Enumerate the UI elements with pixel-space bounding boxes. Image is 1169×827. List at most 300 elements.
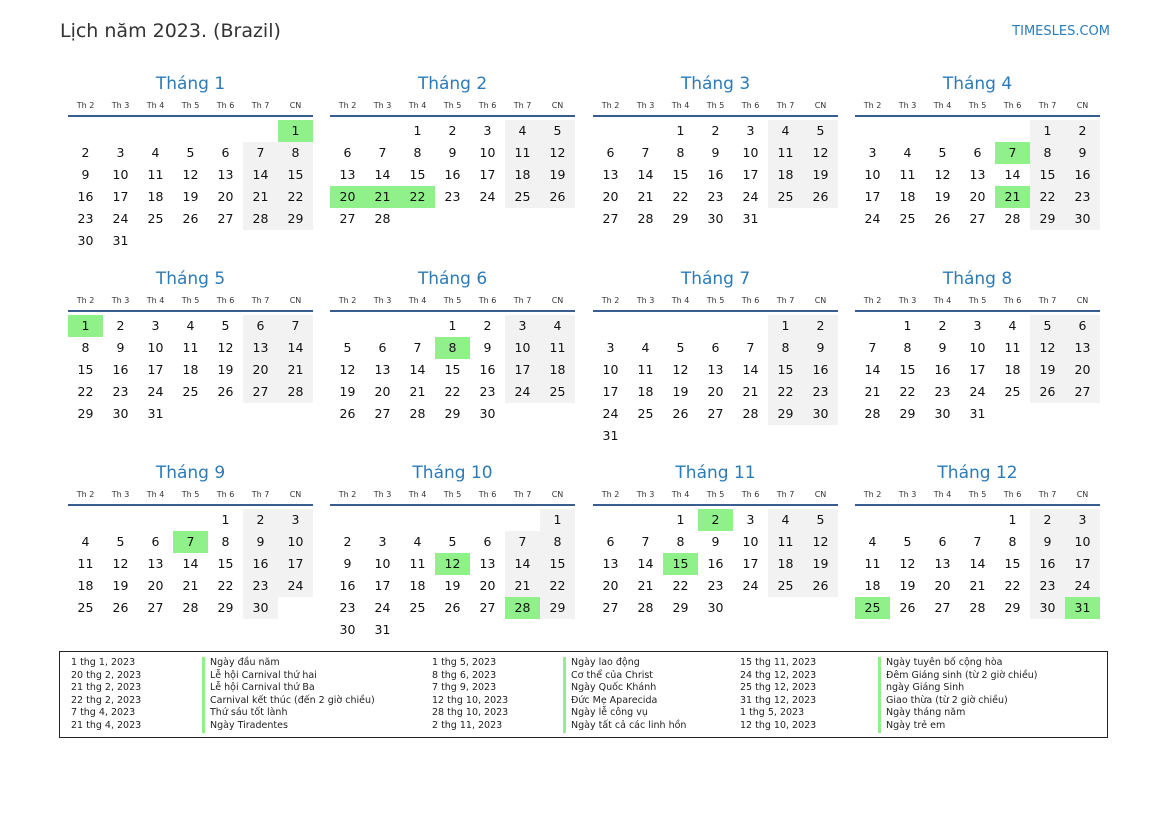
day-cell: 3 <box>378 534 387 549</box>
day-cell: 4 <box>903 145 912 160</box>
weekday-header: Th 5 <box>706 490 725 499</box>
day-cell: 3 <box>868 145 877 160</box>
day-cell: 31 <box>969 406 986 421</box>
day-cell: 20 <box>147 578 164 593</box>
day-cell: 9 <box>938 340 947 355</box>
day-cell: 14 <box>243 164 278 186</box>
month-day-grid <box>855 488 1100 619</box>
day-cell: 3 <box>1065 509 1100 531</box>
empty-day-cell <box>365 509 400 531</box>
day-cell: 24 <box>505 381 540 403</box>
day-cell: 22 <box>768 381 803 403</box>
month-title: Tháng 2 <box>417 74 488 94</box>
site-link[interactable]: TIMESLES.COM <box>1012 24 1110 39</box>
month-day-grid <box>330 488 575 641</box>
day-cell: 15 <box>444 362 461 377</box>
empty-day-cell <box>855 509 890 531</box>
legend-date: 7 thg 4, 2023 <box>71 707 136 719</box>
day-cell: 26 <box>112 600 129 615</box>
header-divider <box>855 504 1100 506</box>
day-cell: 1 <box>413 123 422 138</box>
day-cell: 6 <box>606 145 615 160</box>
month-9 <box>68 462 313 619</box>
header-divider <box>593 115 838 117</box>
weekday-header: Th 2 <box>863 296 882 305</box>
day-cell: 5 <box>186 145 195 160</box>
day-cell: 4 <box>868 534 877 549</box>
day-cell: 18 <box>77 578 94 593</box>
weekday-header: CN <box>551 101 564 110</box>
weekday-header: Th 2 <box>601 490 620 499</box>
day-cell: 28 <box>637 600 654 615</box>
day-cell: 15 <box>540 553 575 575</box>
day-cell: 7 <box>746 340 755 355</box>
day-cell: 16 <box>1030 553 1065 575</box>
day-cell: 17 <box>112 189 129 204</box>
day-cell: 15 <box>768 359 803 381</box>
day-cell: 27 <box>243 381 278 403</box>
empty-day-cell <box>68 120 103 142</box>
day-cell: 24 <box>1065 575 1100 597</box>
day-cell: 20 <box>374 384 391 399</box>
day-cell: 7 <box>243 142 278 164</box>
day-cell: 12 <box>112 556 129 571</box>
day-cell: 13 <box>602 556 619 571</box>
day-cell: 23 <box>803 381 838 403</box>
day-cell: 14 <box>182 556 199 571</box>
legend-holiday-name: Carnival kết thúc (đến 2 giờ chiều) <box>202 695 375 708</box>
day-cell: 25 <box>768 575 803 597</box>
day-cell: 1 <box>903 318 912 333</box>
day-cell: 15 <box>409 167 426 182</box>
day-cell: 1 <box>448 318 457 333</box>
day-cell: 29 <box>540 597 575 619</box>
empty-day-cell <box>960 120 995 142</box>
day-cell: 19 <box>1030 359 1065 381</box>
day-cell: 29 <box>278 208 313 230</box>
day-cell: 23 <box>1065 186 1100 208</box>
day-cell: 12 <box>803 142 838 164</box>
day-cell: 28 <box>182 600 199 615</box>
day-cell: 2 <box>1065 120 1100 142</box>
day-cell: 6 <box>606 534 615 549</box>
day-cell: 26 <box>672 406 689 421</box>
day-cell: 24 <box>147 384 164 399</box>
weekday-header: Th 6 <box>741 296 760 305</box>
day-cell: 23 <box>339 600 356 615</box>
day-cell: 16 <box>243 553 278 575</box>
header-divider <box>68 504 313 506</box>
day-cell: 8 <box>413 145 422 160</box>
day-cell: 16 <box>803 359 838 381</box>
weekday-header: Th 4 <box>671 101 690 110</box>
empty-day-cell <box>890 120 925 142</box>
day-cell: 3 <box>116 145 125 160</box>
month-day-grid <box>855 294 1100 425</box>
empty-day-cell <box>593 509 628 531</box>
weekday-header: CN <box>814 101 827 110</box>
empty-day-cell <box>925 509 960 531</box>
holiday-day-cell: 28 <box>505 597 540 619</box>
holiday-day-cell: 21 <box>365 186 400 208</box>
empty-day-cell <box>243 120 278 142</box>
weekday-header: Th 7 <box>513 490 532 499</box>
day-cell: 19 <box>112 578 129 593</box>
day-cell: 9 <box>243 531 278 553</box>
weekday-header: Th 6 <box>741 101 760 110</box>
day-cell: 11 <box>768 142 803 164</box>
month-7 <box>593 268 838 447</box>
day-cell: 25 <box>77 600 94 615</box>
weekday-header: Th 4 <box>408 101 427 110</box>
day-cell: 2 <box>803 315 838 337</box>
day-cell: 28 <box>637 211 654 226</box>
day-cell: 3 <box>278 509 313 531</box>
month-title: Tháng 12 <box>937 463 1018 483</box>
weekday-header: Th 2 <box>76 296 95 305</box>
day-cell: 20 <box>602 578 619 593</box>
day-cell: 18 <box>147 189 164 204</box>
day-cell: 27 <box>374 406 391 421</box>
day-cell: 4 <box>81 534 90 549</box>
holiday-day-cell: 2 <box>698 509 733 531</box>
weekday-header: Th 4 <box>146 490 165 499</box>
day-cell: 17 <box>742 556 759 571</box>
legend-holiday-name: Ngày lễ công vụ <box>563 707 686 720</box>
day-cell: 3 <box>505 315 540 337</box>
day-cell: 14 <box>505 553 540 575</box>
header-divider <box>855 115 1100 117</box>
empty-day-cell <box>103 120 138 142</box>
day-cell: 3 <box>151 318 160 333</box>
day-cell: 26 <box>803 575 838 597</box>
day-cell: 1 <box>1008 512 1017 527</box>
day-cell: 4 <box>186 318 195 333</box>
day-cell: 7 <box>505 531 540 553</box>
legend-date: 24 thg 12, 2023 <box>740 669 817 681</box>
day-cell: 5 <box>938 145 947 160</box>
day-cell: 22 <box>899 384 916 399</box>
weekday-header: Th 3 <box>898 490 917 499</box>
day-cell: 27 <box>707 406 724 421</box>
day-cell: 19 <box>444 578 461 593</box>
day-cell: 5 <box>803 120 838 142</box>
day-cell: 10 <box>505 337 540 359</box>
day-cell: 12 <box>540 142 575 164</box>
empty-day-cell <box>400 509 435 531</box>
month-11 <box>593 462 838 619</box>
day-cell: 19 <box>803 164 838 186</box>
day-cell: 21 <box>742 384 759 399</box>
day-cell: 12 <box>1030 337 1065 359</box>
legend-date: 12 thg 10, 2023 <box>432 694 509 706</box>
day-cell: 18 <box>864 578 881 593</box>
holiday-day-cell: 1 <box>278 120 313 142</box>
weekday-header: Th 7 <box>1038 101 1057 110</box>
day-cell: 4 <box>413 534 422 549</box>
day-cell: 27 <box>602 600 619 615</box>
day-cell: 29 <box>899 406 916 421</box>
day-cell: 5 <box>903 534 912 549</box>
day-cell: 11 <box>147 167 164 182</box>
day-cell: 4 <box>540 315 575 337</box>
day-cell: 20 <box>217 189 234 204</box>
day-cell: 21 <box>278 359 313 381</box>
legend-date: 20 thg 2, 2023 <box>71 669 142 681</box>
day-cell: 11 <box>182 340 199 355</box>
day-cell: 23 <box>77 211 94 226</box>
day-cell: 5 <box>540 120 575 142</box>
day-cell: 26 <box>899 600 916 615</box>
day-cell: 30 <box>479 406 496 421</box>
day-cell: 18 <box>768 164 803 186</box>
day-cell: 2 <box>711 123 720 138</box>
weekday-header: Th 6 <box>478 101 497 110</box>
day-cell: 13 <box>707 362 724 377</box>
weekday-header: Th 3 <box>373 101 392 110</box>
day-cell: 9 <box>803 337 838 359</box>
weekday-header: Th 3 <box>636 101 655 110</box>
day-cell: 27 <box>969 211 986 226</box>
day-cell: 7 <box>278 315 313 337</box>
weekday-header: Th 6 <box>216 296 235 305</box>
day-cell: 28 <box>742 406 759 421</box>
weekday-header: Th 7 <box>251 296 270 305</box>
legend-date: 1 thg 1, 2023 <box>71 657 136 668</box>
weekday-header: Th 2 <box>338 296 357 305</box>
day-cell: 18 <box>182 362 199 377</box>
day-cell: 17 <box>602 384 619 399</box>
month-day-grid <box>593 294 838 447</box>
legend-holiday-name: Ngày Tiradentes <box>202 720 375 733</box>
empty-day-cell <box>138 120 173 142</box>
legend-dates-col-3 <box>740 657 816 733</box>
day-cell: 30 <box>934 406 951 421</box>
empty-day-cell <box>435 509 470 531</box>
holiday-day-cell: 25 <box>855 597 890 619</box>
legend-names-col-2 <box>563 657 686 733</box>
day-cell: 16 <box>479 362 496 377</box>
day-cell: 8 <box>676 145 685 160</box>
day-cell: 21 <box>505 575 540 597</box>
day-cell: 17 <box>374 578 391 593</box>
weekday-header: Th 2 <box>601 296 620 305</box>
day-cell: 29 <box>217 600 234 615</box>
day-cell: 23 <box>243 575 278 597</box>
day-cell: 31 <box>112 233 129 248</box>
weekday-header: Th 3 <box>111 101 130 110</box>
day-cell: 11 <box>409 556 426 571</box>
empty-day-cell <box>593 315 628 337</box>
header-divider <box>330 504 575 506</box>
day-cell: 13 <box>374 362 391 377</box>
day-cell: 4 <box>768 120 803 142</box>
day-cell: 17 <box>742 167 759 182</box>
day-cell: 8 <box>768 337 803 359</box>
month-title: Tháng 9 <box>155 463 226 483</box>
day-cell: 26 <box>803 186 838 208</box>
day-cell: 27 <box>339 211 356 226</box>
day-cell: 27 <box>934 600 951 615</box>
day-cell: 10 <box>969 340 986 355</box>
day-cell: 21 <box>969 578 986 593</box>
weekday-header: CN <box>289 490 302 499</box>
day-cell: 8 <box>278 142 313 164</box>
day-cell: 18 <box>1004 362 1021 377</box>
day-cell: 30 <box>707 600 724 615</box>
day-cell: 25 <box>182 384 199 399</box>
day-cell: 16 <box>339 578 356 593</box>
day-cell: 4 <box>641 340 650 355</box>
day-cell: 13 <box>243 337 278 359</box>
empty-day-cell <box>208 120 243 142</box>
empty-day-cell <box>505 509 540 531</box>
month-12 <box>855 462 1100 619</box>
weekday-header: Th 3 <box>373 296 392 305</box>
legend-date: 25 thg 12, 2023 <box>740 682 817 694</box>
month-1 <box>68 73 313 252</box>
legend-holiday-name: Đức Mẹ Aparecida <box>563 695 686 708</box>
day-cell: 28 <box>864 406 881 421</box>
day-cell: 29 <box>77 406 94 421</box>
day-cell: 10 <box>1065 531 1100 553</box>
day-cell: 13 <box>479 556 496 571</box>
weekday-header: Th 5 <box>706 101 725 110</box>
day-cell: 10 <box>374 556 391 571</box>
day-cell: 30 <box>803 403 838 425</box>
day-cell: 12 <box>672 362 689 377</box>
empty-day-cell <box>698 315 733 337</box>
empty-day-cell <box>733 315 768 337</box>
day-cell: 22 <box>278 186 313 208</box>
day-cell: 17 <box>505 359 540 381</box>
holiday-day-cell: 12 <box>435 553 470 575</box>
day-cell: 9 <box>81 167 90 182</box>
legend-date: 1 thg 5, 2023 <box>432 657 497 668</box>
holiday-day-cell: 21 <box>995 186 1030 208</box>
legend-holiday-name: Ngày tuyên bố cộng hòa <box>878 657 1038 670</box>
empty-day-cell <box>855 315 890 337</box>
day-cell: 24 <box>602 406 619 421</box>
weekday-header: Th 3 <box>373 490 392 499</box>
day-cell: 16 <box>1065 164 1100 186</box>
day-cell: 11 <box>77 556 94 571</box>
day-cell: 2 <box>343 534 352 549</box>
month-day-grid <box>68 294 313 425</box>
day-cell: 1 <box>540 509 575 531</box>
day-cell: 3 <box>483 123 492 138</box>
day-cell: 13 <box>934 556 951 571</box>
day-cell: 14 <box>278 337 313 359</box>
legend-date: 7 thg 9, 2023 <box>432 682 497 694</box>
holiday-day-cell: 31 <box>1065 597 1100 619</box>
day-cell: 8 <box>81 340 90 355</box>
day-cell: 4 <box>768 509 803 531</box>
day-cell: 10 <box>864 167 881 182</box>
day-cell: 31 <box>602 428 619 443</box>
day-cell: 2 <box>938 318 947 333</box>
day-cell: 29 <box>672 211 689 226</box>
empty-day-cell <box>365 120 400 142</box>
holiday-day-cell: 1 <box>68 315 103 337</box>
day-cell: 25 <box>768 186 803 208</box>
holiday-day-cell: 7 <box>173 531 208 553</box>
weekday-header: Th 6 <box>216 101 235 110</box>
day-cell: 16 <box>934 362 951 377</box>
legend-date: 1 thg 5, 2023 <box>740 707 805 719</box>
legend-names-col-1 <box>202 657 375 733</box>
day-cell: 17 <box>1065 553 1100 575</box>
weekday-header: Th 5 <box>968 490 987 499</box>
day-cell: 1 <box>768 315 803 337</box>
legend-date: 12 thg 10, 2023 <box>740 719 817 731</box>
month-day-grid <box>68 488 313 619</box>
weekday-header: Th 7 <box>776 296 795 305</box>
legend-holiday-name: Ngày trẻ em <box>878 720 1038 733</box>
header-divider <box>593 310 838 312</box>
legend-names-col-3 <box>878 657 1038 733</box>
empty-day-cell <box>855 120 890 142</box>
empty-day-cell <box>628 509 663 531</box>
header-divider <box>855 310 1100 312</box>
day-cell: 6 <box>221 145 230 160</box>
day-cell: 5 <box>676 340 685 355</box>
legend-holiday-name: Lễ hội Carnival thứ Ba <box>202 682 375 695</box>
day-cell: 15 <box>1004 556 1021 571</box>
day-cell: 3 <box>606 340 615 355</box>
legend-date: 22 thg 2, 2023 <box>71 694 142 706</box>
day-cell: 24 <box>864 211 881 226</box>
day-cell: 10 <box>602 362 619 377</box>
day-cell: 10 <box>742 145 759 160</box>
legend-date: 31 thg 12, 2023 <box>740 694 817 706</box>
day-cell: 25 <box>409 600 426 615</box>
empty-day-cell <box>593 120 628 142</box>
weekday-header: Th 3 <box>898 101 917 110</box>
page-title: Lịch năm 2023. (Brazil) <box>60 20 281 42</box>
day-cell: 19 <box>182 189 199 204</box>
day-cell: 7 <box>973 534 982 549</box>
day-cell: 20 <box>707 384 724 399</box>
day-cell: 15 <box>899 362 916 377</box>
month-8 <box>855 268 1100 425</box>
day-cell: 9 <box>1065 142 1100 164</box>
legend-holiday-name: Ngày lao động <box>563 657 686 670</box>
day-cell: 5 <box>1030 315 1065 337</box>
day-cell: 14 <box>864 362 881 377</box>
day-cell: 30 <box>1065 208 1100 230</box>
day-cell: 31 <box>742 211 759 226</box>
weekday-header: Th 5 <box>181 296 200 305</box>
weekday-header: Th 7 <box>251 101 270 110</box>
day-cell: 7 <box>641 145 650 160</box>
day-cell: 24 <box>969 384 986 399</box>
day-cell: 6 <box>973 145 982 160</box>
weekday-header: Th 4 <box>408 296 427 305</box>
day-cell: 26 <box>1030 381 1065 403</box>
weekday-header: Th 6 <box>1003 490 1022 499</box>
day-cell: 12 <box>934 167 951 182</box>
day-cell: 15 <box>77 362 94 377</box>
day-cell: 6 <box>1065 315 1100 337</box>
day-cell: 4 <box>151 145 160 160</box>
weekday-header: Th 4 <box>408 490 427 499</box>
day-cell: 29 <box>444 406 461 421</box>
day-cell: 9 <box>711 145 720 160</box>
day-cell: 11 <box>899 167 916 182</box>
month-title: Tháng 10 <box>412 463 493 483</box>
day-cell: 9 <box>483 340 492 355</box>
